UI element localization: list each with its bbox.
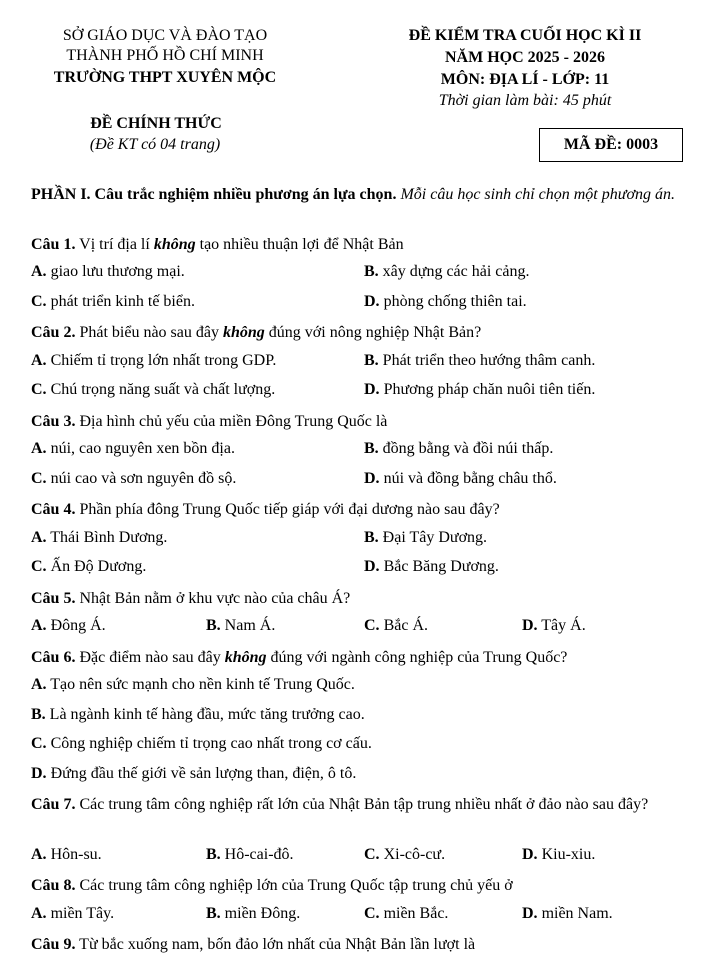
option-b[interactable]: B. Đại Tây Dương. <box>364 529 488 546</box>
section-instruction: Mỗi câu học sinh chỉ chọn một phương án. <box>396 186 676 203</box>
question-6: Câu 6. Đặc điểm nào sau đây không đúng với ngành công nghiệp của Trung Quốc? <box>31 649 568 666</box>
official-label: ĐỀ CHÍNH THỨC <box>90 115 222 132</box>
question-4: Câu 4. Phần phía đông Trung Quốc tiếp giáp với đại dương nào sau đây? <box>31 501 500 518</box>
option-d[interactable]: D. Bắc Băng Dương. <box>364 558 499 575</box>
question-3: Câu 3. Địa hình chủ yếu của miền Đông Trung Quốc là <box>31 413 388 430</box>
option-d[interactable]: D. Kiu-xiu. <box>522 846 596 863</box>
option-a[interactable]: A. núi, cao nguyên xen bồn địa. <box>31 440 235 457</box>
exam-code-box <box>539 128 683 162</box>
question-label: Câu 4. <box>31 501 76 518</box>
question-label: Câu 6. <box>31 649 76 666</box>
school-name: TRƯỜNG THPT XUYÊN MỘC <box>53 69 277 86</box>
option-d[interactable]: D. Phương pháp chăn nuôi tiên tiến. <box>364 381 596 398</box>
option-b[interactable]: B. Nam Á. <box>206 617 276 634</box>
time-limit: Thời gian làm bài: 45 phút <box>438 92 612 109</box>
city-name: THÀNH PHỐ HỒ CHÍ MINH <box>66 47 264 64</box>
option-a[interactable]: A. Tạo nên sức mạnh cho nền kinh tế Trung Quốc. <box>31 676 355 693</box>
question-9: Câu 9. Từ bắc xuống nam, bốn đảo lớn nhất của Nhật Bản lần lượt là <box>31 936 476 953</box>
option-d[interactable]: D. miền Nam. <box>522 905 613 922</box>
option-c[interactable]: C. Ấn Độ Dương. <box>31 558 147 575</box>
question-7: Câu 7. Các trung tâm công nghiệp rất lớn của Nhật Bản tập trung nhiều nhất ở đảo nào sau đây? <box>31 796 649 813</box>
emphasis-word: không <box>224 649 267 666</box>
question-label: Câu 3. <box>31 413 76 430</box>
option-b[interactable]: B. Hô-cai-đô. <box>206 846 294 863</box>
option-c[interactable]: C. Xi-cô-cư. <box>364 846 446 863</box>
question-5: Câu 5. Nhật Bản nằm ở khu vực nào của châu Á? <box>31 590 351 607</box>
school-year: NĂM HỌC 2025 - 2026 <box>445 49 605 66</box>
option-a[interactable]: A. giao lưu thương mại. <box>31 263 185 280</box>
option-c[interactable]: C. Bắc Á. <box>364 617 428 634</box>
option-b[interactable]: B. xây dựng các hải cảng. <box>364 263 530 280</box>
option-b[interactable]: B. Là ngành kinh tế hàng đầu, mức tăng trưởng cao. <box>31 706 365 723</box>
question-label: Câu 8. <box>31 877 76 894</box>
exam-title: ĐỀ KIỂM TRA CUỐI HỌC KÌ II <box>408 27 642 44</box>
option-a[interactable]: A. Hôn-su. <box>31 846 102 863</box>
pages-note: (Đề KT có 04 trang) <box>89 136 221 153</box>
option-c[interactable]: C. núi cao và sơn nguyên đồ sộ. <box>31 470 237 487</box>
question-label: Câu 7. <box>31 796 76 813</box>
option-b[interactable]: B. đồng bằng và đồi núi thấp. <box>364 440 554 457</box>
question-label: Câu 5. <box>31 590 76 607</box>
option-c[interactable]: C. miền Bắc. <box>364 905 449 922</box>
option-a[interactable]: A. Đông Á. <box>31 617 106 634</box>
emphasis-word: không <box>222 324 265 341</box>
question-label: Câu 9. <box>31 936 76 953</box>
question-8: Câu 8. Các trung tâm công nghiệp lớn của Trung Quốc tập trung chủ yếu ở <box>31 877 513 894</box>
option-a[interactable]: A. Chiếm tỉ trọng lớn nhất trong GDP. <box>31 352 277 369</box>
emphasis-word: không <box>153 236 196 253</box>
option-d[interactable]: D. phòng chống thiên tai. <box>364 293 527 310</box>
question-2: Câu 2. Phát biểu nào sau đây không đúng với nông nghiệp Nhật Bản? <box>31 324 482 341</box>
option-d[interactable]: D. núi và đồng bằng châu thổ. <box>364 470 557 487</box>
subject-grade: MÔN: ĐỊA LÍ - LỚP: 11 <box>440 71 610 88</box>
option-c[interactable]: C. Chú trọng năng suất và chất lượng. <box>31 381 276 398</box>
option-c[interactable]: C. phát triển kinh tế biển. <box>31 293 195 310</box>
question-1: Câu 1. Vị trí địa lí không tạo nhiều thuận lợi để Nhật Bản <box>31 236 404 253</box>
question-label: Câu 1. <box>31 236 76 253</box>
option-a[interactable]: A. miền Tây. <box>31 905 115 922</box>
option-d[interactable]: D. Tây Á. <box>522 617 586 634</box>
exam-code: MÃ ĐỀ: 0003 <box>563 136 659 153</box>
option-d[interactable]: D. Đứng đầu thế giới về sản lượng than, điện, ô tô. <box>31 765 357 782</box>
department-name: SỞ GIÁO DỤC VÀ ĐÀO TẠO <box>62 27 268 44</box>
option-b[interactable]: B. Phát triển theo hướng thâm canh. <box>364 352 596 369</box>
option-a[interactable]: A. Thái Bình Dương. <box>31 529 168 546</box>
section-title: PHẦN I. Câu trắc nghiệm nhiều phương án lựa chọn. <box>31 186 397 203</box>
option-b[interactable]: B. miền Đông. <box>206 905 301 922</box>
option-c[interactable]: C. Công nghiệp chiếm tỉ trọng cao nhất trong cơ cấu. <box>31 735 372 752</box>
section-heading <box>31 184 689 206</box>
question-label: Câu 2. <box>31 324 76 341</box>
